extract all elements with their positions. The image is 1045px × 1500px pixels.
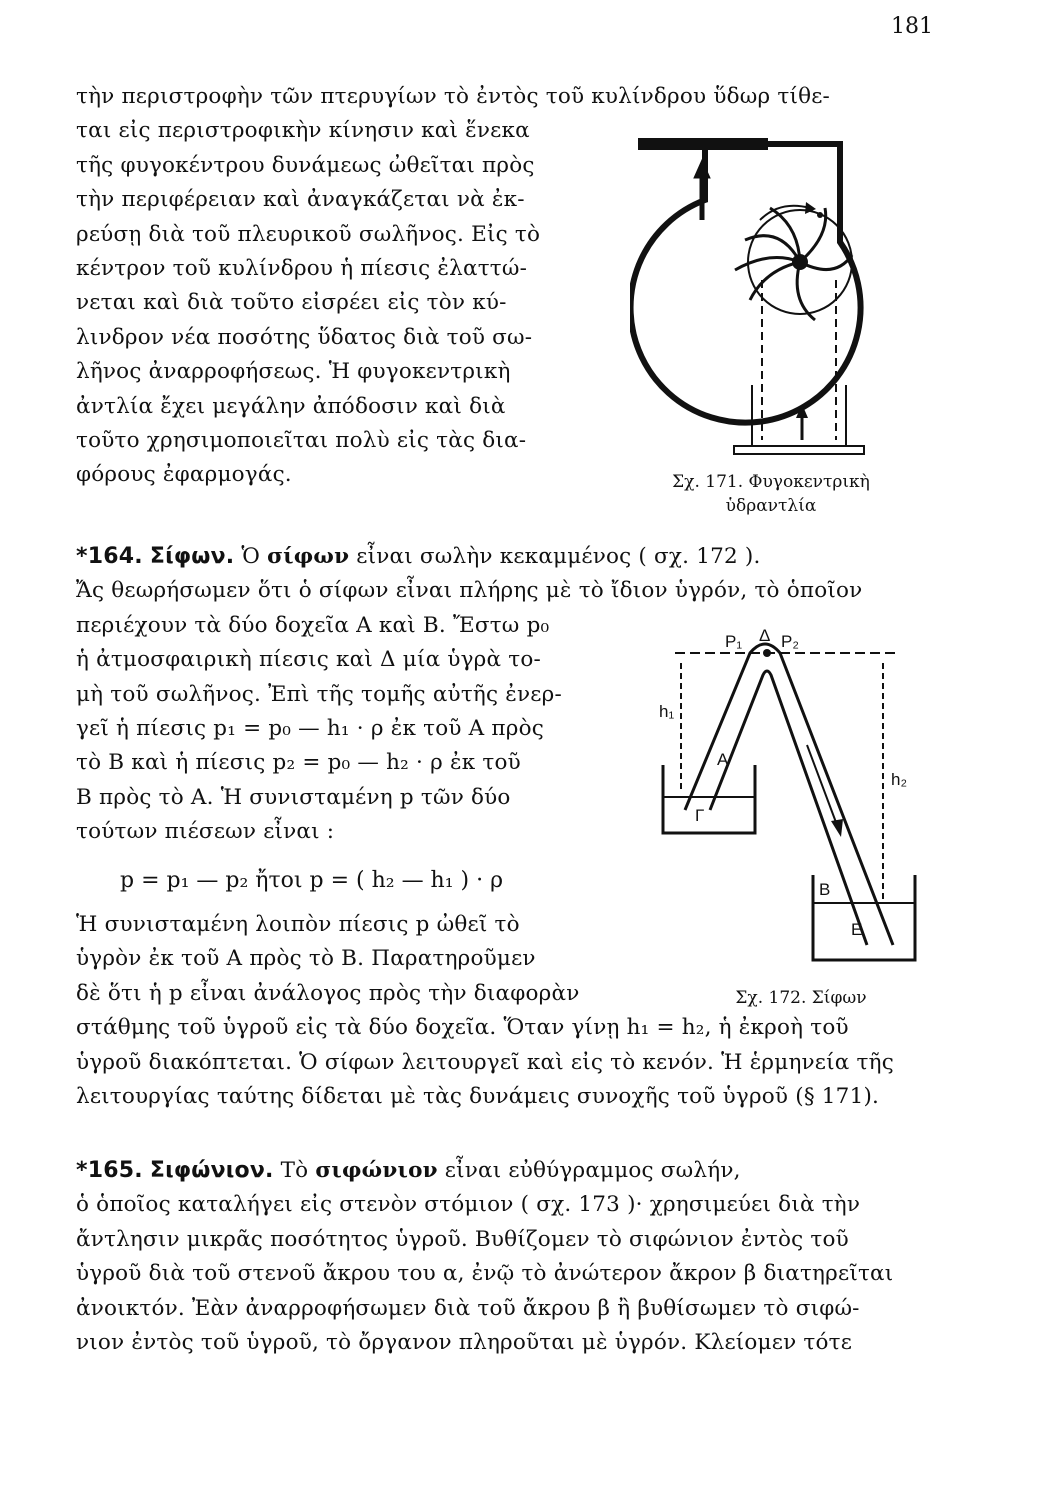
text-line: στάθμης τοῦ ὑγροῦ εἰς τὰ δύο δοχεῖα. Ὅταν γίνῃ h₁ = h₂, ἡ ἐκροὴ τοῦ: [76, 1015, 849, 1041]
text-line: φόρους ἐφαρμογάς.: [76, 462, 292, 488]
outlet-flange: [638, 138, 768, 150]
text-line: τὴν περιφέρειαν καὶ ἀναγκάζεται νὰ ἐκ-: [76, 187, 525, 213]
text-line: περιέχουν τὰ δύο δοχεῖα Α καὶ Β. Ἔστω p₀: [76, 612, 550, 638]
text-line: τὸ Β καὶ ἡ πίεσις p₂ = p₀ — h₂ · ρ ἐκ τοῦ: [76, 750, 521, 776]
label-b: Β: [819, 880, 831, 899]
text-line: ρεύσῃ διὰ τοῦ πλευρικοῦ σωλῆνος. Εἰς τὸ: [76, 221, 541, 247]
text-line: λῆνος ἀναρροφήσεως. Ἡ φυγοκεντρικὴ: [76, 359, 511, 385]
text-fragment: Ὁ: [241, 544, 261, 569]
text-line: Ἄς θεωρήσωμεν ὅτι ὁ σίφων εἶναι πλήρης μὲ τὸ ἴδιον ὑγρόν, τὸ ὁποῖον: [76, 578, 863, 604]
figure-centrifugal-pump: [630, 130, 870, 490]
text-line: ἄντλησιν μικρᾶς ποσότητος ὑγροῦ. Βυθίζομεν τὸ σιφώνιον ἐντὸς τοῦ: [76, 1226, 849, 1252]
text-line: ὑγροῦ διακόπτεται. Ὁ σίφων λειτουργεῖ καὶ εἰς τὸ κενόν. Ἡ ἑρμηνεία τῆς: [76, 1049, 894, 1075]
text-line: νιον ἐντὸς τοῦ ὑγροῦ, τὸ ὄργανον πληροῦται μὲ ὑγρόν. Κλείομεν τότε: [76, 1329, 853, 1355]
text-fragment: εἶναι εὐθύγραμμος σωλήν,: [444, 1158, 741, 1183]
text-line: μὴ τοῦ σωλῆνος. Ἐπὶ τῆς τομῆς αὐτῆς ἐνερ-: [76, 681, 562, 707]
label-h2: h₂: [891, 770, 908, 789]
text-line: γεῖ ἡ πίεσις p₁ = p₀ — h₁ · ρ ἐκ τοῦ Α πρὸς: [76, 715, 544, 741]
text-line: ἀνοικτόν. Ἐὰν ἀναρροφήσωμεν διὰ τοῦ ἄκρου β ἢ βυθίσωμεν τὸ σιφώ-: [76, 1295, 860, 1321]
section-title: Σίφων.: [149, 544, 235, 569]
section-heading-line: [76, 540, 862, 574]
caption-line: ὑδραντλία: [725, 496, 817, 516]
section-number: *164.: [76, 544, 143, 569]
text-line: νεται καὶ διὰ τοῦτο εἰσρέει εἰς τὸν κύ-: [76, 290, 507, 316]
section-heading-line: [76, 1154, 893, 1188]
section-number: *165.: [76, 1158, 143, 1183]
text-fragment: Τὸ: [280, 1158, 309, 1183]
text-line: τοῦτο χρησιμοποιεῖται πολὺ εἰς τὰς δια-: [76, 427, 527, 453]
text-line: κέντρον τοῦ κυλίνδρου ἡ πίεσις ἐλαττώ-: [76, 255, 528, 281]
text-line: ἀντλία ἔχει μεγάλην ἀπόδοσιν καὶ διὰ: [76, 393, 506, 419]
figure-172-caption: Σχ. 172. Σίφων: [735, 988, 867, 1008]
label-p1: P₁: [725, 632, 743, 651]
text-line: ὁ ὁποῖος καταλήγει εἰς στενὸν στόμιον ( σχ. 173 )· χρησιμεύει διὰ τὴν: [76, 1192, 861, 1218]
label-h1: h₁: [659, 702, 675, 721]
formula-siphon: p = p₁ — p₂ ἤτοι p = ( h₂ — h₁ ) · ρ: [120, 868, 504, 893]
text-line: ἡ ἀτμοσφαιρικὴ πίεσις καὶ Δ μία ὑγρὰ το-: [76, 647, 541, 673]
figure-siphon: [655, 625, 925, 985]
figure-171-caption: [636, 470, 906, 518]
label-a: Α: [717, 750, 729, 769]
caption-line: Σχ. 171. Φυγοκεντρικὴ: [672, 472, 870, 492]
page-number: 181: [891, 14, 933, 39]
text-line: τούτων πιέσεων εἶναι :: [76, 819, 335, 845]
term-bold: σίφων: [267, 544, 350, 569]
text-line: ται εἰς περιστροφικὴν κίνησιν καὶ ἕνεκα: [76, 118, 530, 144]
text-fragment: εἶναι σωλὴν κεκαμμένος ( σχ. 172 ).: [356, 544, 761, 569]
label-e: Ε: [851, 920, 863, 939]
text-line: δὲ ὅτι ἡ p εἶναι ἀνάλογος πρὸς τὴν διαφορὰν: [76, 980, 580, 1006]
text-line: λινδρον νέα ποσότης ὕδατος διὰ τοῦ σω-: [76, 324, 533, 350]
text-line: τὴν περιστροφὴν τῶν πτερυγίων τὸ ἐντὸς τοῦ κυλίνδρου ὕδωρ τίθε-: [76, 84, 831, 109]
label-delta: Δ: [759, 626, 771, 645]
section-title: Σιφώνιον.: [149, 1158, 274, 1183]
label-gamma: Γ: [695, 806, 705, 825]
text-line: ὑγρὸν ἐκ τοῦ Α πρὸς τὸ Β. Παρατηροῦμεν: [76, 946, 536, 972]
text-line: Β πρὸς τὸ Α. Ἡ συνισταμένη p τῶν δύο: [76, 784, 511, 810]
text-line: τῆς φυγοκέντρου δυνάμεως ὠθεῖται πρὸς: [76, 152, 535, 178]
term-bold: σιφώνιον: [315, 1158, 438, 1183]
text-line: ὑγροῦ διὰ τοῦ στενοῦ ἄκρου του α, ἐνῷ τὸ ἀνώτερον ἄκρον β διατηρεῖται: [76, 1261, 894, 1287]
text-line: Ἡ συνισταμένη λοιπὸν πίεσις p ὠθεῖ τὸ: [76, 912, 520, 937]
label-p2: P₂: [781, 632, 799, 651]
text-line: λειτουργίας ταύτης δίδεται μὲ τὰς δυνάμεις συνοχῆς τοῦ ὑγροῦ (§ 171).: [76, 1083, 880, 1109]
section-165: [76, 1154, 893, 1360]
